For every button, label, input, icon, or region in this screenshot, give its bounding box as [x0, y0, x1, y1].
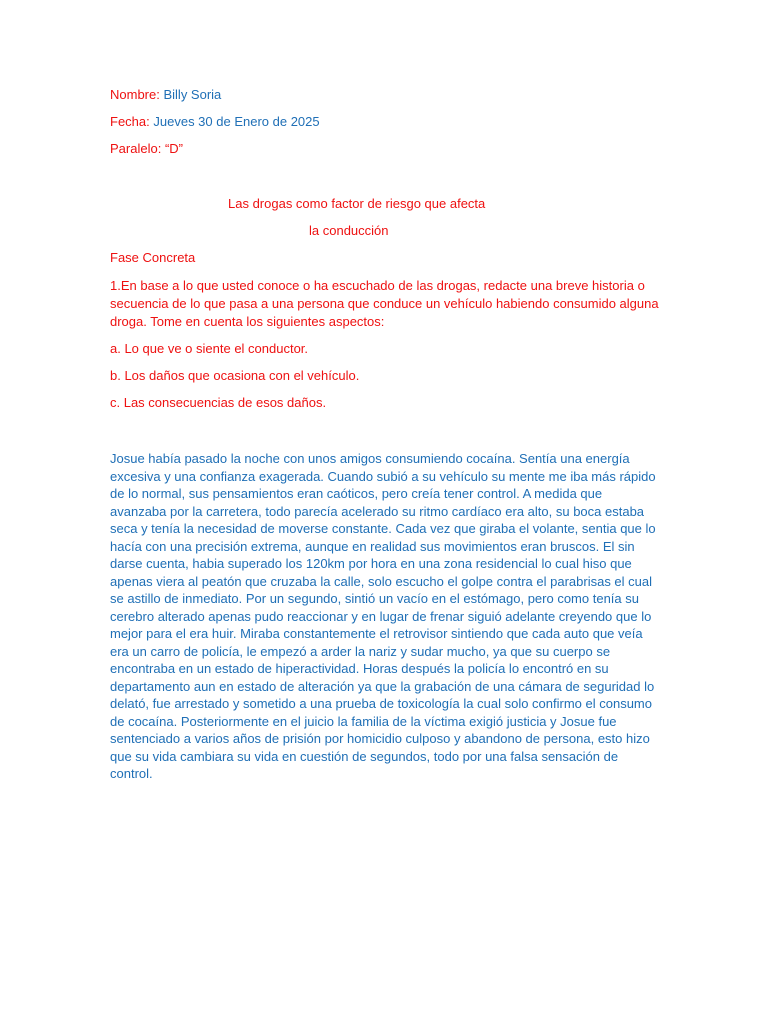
question-text: 1.En base a lo que usted conoce o ha escuchado de las drogas, redacte una breve historia o secuencia de lo que pasa a una persona que conduce un vehículo habiendo consumido alguna droga. Tome en cuenta los siguientes aspectos: [110, 278, 659, 329]
list-item: c. Las consecuencias de esos daños. [110, 395, 327, 410]
name-line [110, 87, 221, 103]
date-value: Jueves 30 de Enero de 2025 [153, 114, 320, 129]
class-value: “D” [164, 141, 183, 156]
section-heading: Fase Concreta [110, 250, 196, 265]
class-line [110, 141, 183, 157]
name-value: Billy Soria [163, 87, 222, 102]
list-item: b. Los daños que ocasiona con el vehículo. [110, 368, 360, 383]
story-paragraph: Josue había pasado la noche con unos amigos consumiendo cocaína. Sentía una energía excesiva y una confianza exagerada. Cuando subió a su vehículo su mente me iba más rápido de lo normal, sus pensamientos eran caóticos, pero creía tener control. A medida que avanzaba por la carretera, todo parecía acelerado su ritmo cardíaco era alto, su boca estaba seca y tenía la necesidad de moverse constante. Cada vez que giraba el volante, sentia que lo hacía con una precisión extrema, aunque en realidad sus movimientos eran bruscos. El sin darse cuenta, habia superado los 120km por hora en una zona residencial lo cual hiso que apenas viera al peatón que cruzaba la calle, solo escucho el golpe contra el parabrisas el cual se astillo de inmediato. Por un segundo, sintió un vacío en el estómago, pero como tenía su cerebro alterado apenas pudo reaccionar y en lugar de frenar siguió adelante creyendo que lo mejor para el era huir. Miraba constantemente el retrovisor sintiendo que cada auto que veía era un carro de policía, le empezó a arder la nariz y sudar mucho, ya que su cuerpo se encontraba en un estado de hiperactividad. Horas después la policía lo encontró en su departamento aun en estado de alteración ya que la grabación de una cámara de seguridad lo delató, fue arrestado y sometido a una prueba de toxicología la cual solo confirmo el consumo de cocaína. Posteriormente en el juicio la familia de la víctima exigió justicia y Josue fue sentenciado a varios años de prisión por homicidio culposo y abandono de persona, esto hizo que su vida cambiara su vida en cuestión de segundos, todo por una falsa sensación de control. [110, 451, 656, 781]
date-label: Fecha: [110, 114, 150, 129]
class-label: Paralelo: [110, 141, 162, 156]
title-line-2: la conducción [309, 223, 389, 238]
title-line-1: Las drogas como factor de riesgo que afecta [228, 196, 486, 211]
name-label: Nombre: [110, 87, 160, 102]
list-item: a. Lo que ve o siente el conductor. [110, 341, 309, 356]
date-line [110, 114, 320, 130]
